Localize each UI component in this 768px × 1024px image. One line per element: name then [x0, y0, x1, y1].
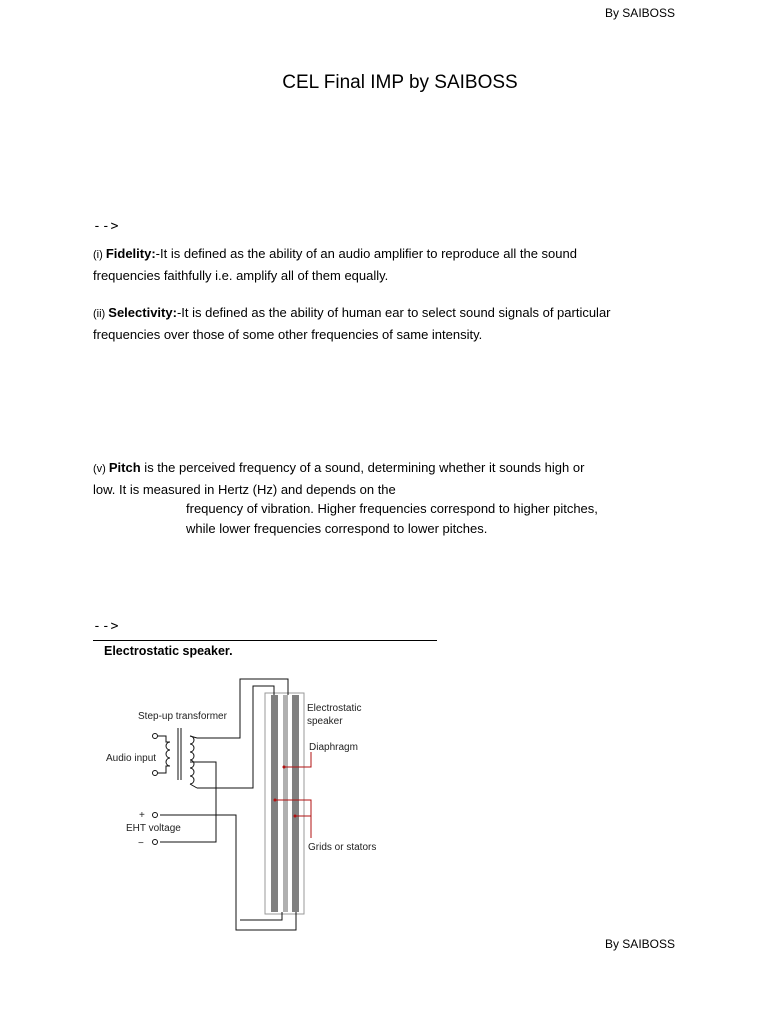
fidelity-text-line1: -It is defined as the ability of an audio amplifier to reproduce all the sound: [155, 246, 577, 261]
audio-terminal-1: [153, 734, 158, 739]
definition-fidelity: [93, 244, 683, 285]
eht-terminal-minus: [153, 840, 158, 845]
arrow-marker-2: -->: [93, 619, 120, 634]
eht-terminal-plus: [153, 813, 158, 818]
label-diaphragm: Diaphragm: [309, 742, 358, 753]
label-speaker-2: speaker: [307, 716, 343, 727]
page-title: CEL Final IMP by SAIBOSS: [282, 72, 518, 93]
wire-bottom: [240, 912, 282, 920]
item-number: (i): [93, 249, 106, 261]
selectivity-text-line2: frequencies over those of some other frequencies of same intensity.: [93, 326, 483, 342]
pitch-text-line4: while lower frequencies correspond to lower pitches.: [186, 520, 488, 536]
electrostatic-speaker-diagram: [0, 660, 420, 940]
term-fidelity: Fidelity:: [105, 246, 156, 261]
primary-coil: [166, 742, 170, 766]
term-selectivity: Selectivity:: [108, 305, 177, 320]
secondary-coil: [190, 736, 194, 784]
definition-pitch: [93, 458, 683, 538]
selectivity-text-line1: -It is defined as the ability of human ear to select sound signals of particular: [176, 305, 611, 320]
label-eht: EHT voltage: [126, 823, 181, 834]
label-speaker-1: Electrostatic: [307, 703, 362, 714]
audio-terminal-2: [153, 771, 158, 776]
term-pitch: Pitch: [108, 460, 141, 475]
wire-top-inner: [197, 686, 274, 788]
arrow-marker-1: -->: [93, 219, 120, 234]
pitch-text-line1: is the perceived frequency of a sound, determining whether it sounds high or: [140, 460, 585, 475]
header-byline: By SAIBOSS: [604, 6, 675, 20]
stator-right: [292, 695, 299, 912]
figure-title: Electrostatic speaker.: [104, 644, 233, 658]
item-number: (ii): [93, 308, 109, 320]
pitch-text-line3: frequency of vibration. Higher frequencies correspond to higher pitches,: [186, 501, 598, 516]
label-grids: Grids or stators: [308, 842, 377, 853]
pitch-text-line2: low. It is measured in Hertz (Hz) and depends on the: [93, 481, 396, 497]
fidelity-text-line2: frequencies faithfully i.e. amplify all of them equally.: [93, 267, 389, 283]
item-number: (v): [93, 463, 109, 475]
definition-selectivity: [93, 303, 683, 344]
diaphragm: [283, 695, 288, 912]
horizontal-rule: [93, 640, 437, 641]
label-minus: −: [138, 838, 144, 849]
label-transformer: Step-up transformer: [138, 711, 227, 722]
stator-left: [271, 695, 278, 912]
footer-byline: By SAIBOSS: [604, 937, 675, 951]
label-plus: +: [139, 810, 145, 821]
label-audio-input: Audio input: [106, 753, 157, 764]
